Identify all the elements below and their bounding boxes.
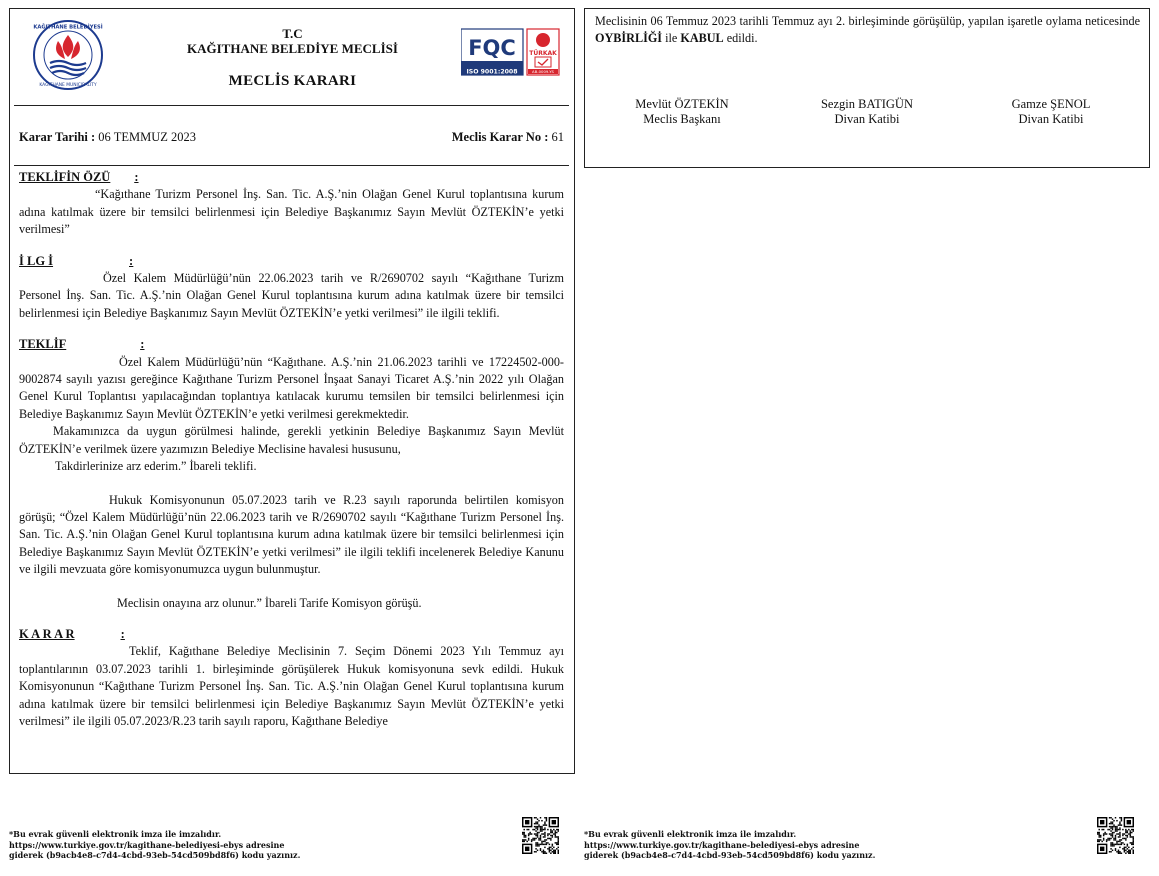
signatory-name: Gamze ŞENOL <box>1011 97 1091 111</box>
teklif-text-1: Özel Kalem Müdürlüğü’nün “Kağıthane. A.Ş.’nin 21.06.2023 tarihli ve 17224502-000-9002874 sayılı yazısı gereğince Kağıthane Turizm Personel İnşaat Sanayi Ticaret A.Ş.’nin 2022 yılı Olağan Genel Kurul Toplantısı yapılacağından toplantıya katılacak kurumu temsilen bir temsilci belirlenmesi için Belediye Başkanımız Sayın Mevlüt ÖZTEKİN’e yetki verilmesi gerekmektedir. <box>19 354 564 421</box>
footer-line-3: giderek (b9acb4e8-c7d4-4cbd-93eb-54cd509bd8f6) kodu yazınız. <box>9 850 301 860</box>
qr-code-right <box>1097 817 1134 854</box>
komisyon-text: Hukuk Komisyonunun 05.07.2023 tarih ve R.23 sayılı raporunda belirtilen komisyon görüşü; “Özel Kalem Müdürlüğü’nün 22.06.2023 tarih ve R/2690702 sayılı “Kağıthane Turizm Personel İnş. San. Tic. A.Ş.’nin Olağan Genel Kurul toplantısına kurum adına katılmak üzere bir temsilci belirlenmesi için Belediye Başkanımız Sayın Mevlüt ÖZTEKİN’e yetki verilmesi” ile ilgili teklifi incelenerek Belediye Kanunu ve ilgili mevzuata göre komisyonumuzca uygun bulunmuştur. <box>19 492 564 577</box>
header-divider <box>14 105 569 106</box>
karar-text: Teklif, Kağıthane Belediye Meclisinin 7. Seçim Dönemi 2023 Yılı Temmuz ayı toplantılarının 03.07.2023 tarihli 1. birleşiminde görüşülerek Hukuk komisyonuna sevk edildi. Hukuk Komisyonunun “Kağıthane Turizm Personel İnş. San. Tic. A.Ş.’nin Olağan Genel Kurul toplantısına kurum adına katılmak üzere bir temsilci belirlenmesi için Belediye Başkanımız Sayın Mevlüt ÖZTEKİN’e yetki verilmesi” ile ilgili 05.07.2023/R.23 tarih sayılı raporu, Kağıthane Belediye <box>19 644 564 728</box>
number-value: 61 <box>548 130 564 144</box>
document-header <box>10 9 573 105</box>
kagithane-municipality-logo <box>32 19 104 91</box>
ilgi-text: Özel Kalem Müdürlüğü’nün 22.06.2023 tarih ve R/2690702 sayılı “Kağıthane Turizm Personel İnş. San. Tic. A.Ş.’nin Olağan Genel Kurul toplantısına kurum adına katılmak üzere bir temsilci belirlenmesi için Belediye Başkanımız Sayın Mevlüt ÖZTEKİN’e yetki verilmesi” ile ilgili teklifi. <box>19 271 564 320</box>
result-unanimous: OYBİRLİĞİ <box>595 31 663 46</box>
teklif-label: TEKLİF <box>19 337 67 352</box>
karar-heading <box>19 626 564 643</box>
decision-result-text <box>595 13 1140 48</box>
title-tc: T.C <box>282 26 303 41</box>
result-text-end: edildi. <box>723 31 758 46</box>
result-text-mid: ile <box>662 31 681 46</box>
signature-block <box>971 97 1131 127</box>
result-accepted: KABUL <box>680 31 724 46</box>
signature-block <box>602 97 762 127</box>
logo-text-top: KAĞITHANE BELEDİYESİ <box>33 24 103 31</box>
ilgi-heading <box>19 253 564 270</box>
teklif-ozu-heading <box>19 169 564 186</box>
decision-date <box>19 130 196 145</box>
qr-code-left <box>522 817 559 854</box>
title-block <box>150 27 435 90</box>
meta-divider <box>14 165 569 166</box>
turkak-text: TÜRKAK <box>529 50 557 57</box>
number-label: Meclis Karar No : <box>451 130 549 144</box>
signatory-name: Mevlüt ÖZTEKİN <box>635 97 729 111</box>
signatory-title: Meclis Başkanı <box>643 112 721 126</box>
ilgi-colon: : <box>129 253 134 268</box>
karar-label: K A R A R <box>19 626 75 641</box>
teklif-heading <box>19 336 564 353</box>
teklif-ozu-label: TEKLİFİN ÖZÜ <box>19 170 111 184</box>
iso-cert-text: ISO 9001:2008 <box>466 68 518 76</box>
teklif-ozu-text: “Kağıthane Turizm Personel İnş. San. Tic. A.Ş.’nin Olağan Genel Kurul toplantısına kurum adına katılmak üzere bir temsilci belirlenmesi için Belediye Başkanımız Sayın Mevlüt ÖZTEKİN’e yetki verilmesi” <box>19 187 564 237</box>
document-type-title: MECLİS KARARI <box>228 73 357 89</box>
council-name: KAĞITHANE BELEDİYE MECLİSİ <box>187 41 398 56</box>
teklif-ozu-colon: : <box>134 170 139 184</box>
teklif-colon: : <box>140 337 145 352</box>
signatory-title: Divan Katibi <box>1018 112 1084 126</box>
teklif-text-2: Makamınızca da uygun görülmesi halinde, gerekli yetkinin Belediye Başkanımız Sayın Mevlüt ÖZTEKİN’e verilmek üzere yazımızın Belediye Meclisine havalesi hususunu, <box>19 424 564 456</box>
onay-text: Meclisin onayına arz olunur.” İbareli Tarife Komisyon görüşü. <box>117 595 422 610</box>
left-page <box>9 8 575 774</box>
result-text-start: Meclisinin 06 Temmuz 2023 tarihli Temmuz ayı 2. birleşiminde görüşülüp, yapılan işaretle oylama neticesinde <box>595 14 1140 28</box>
e-signature-note-right <box>584 829 914 861</box>
footer-line-1: *Bu evrak güvenli elektronik imza ile imzalıdır. <box>9 829 222 839</box>
footer-line-2[interactable]: https://www.turkiye.gov.tr/kagithane-belediyesi-ebys adresine <box>584 839 860 850</box>
decision-body <box>19 169 564 730</box>
decision-number <box>452 130 564 145</box>
footer-line-1: *Bu evrak güvenli elektronik imza ile imzalıdır. <box>584 829 797 839</box>
right-page <box>584 8 1150 168</box>
footer-line-3: giderek (b9acb4e8-c7d4-4cbd-93eb-54cd509bd8f6) kodu yazınız. <box>584 850 876 860</box>
teklif-text-3: Takdirlerinize arz ederim.” İbareli teklifi. <box>55 459 257 474</box>
turkak-code: AB-0009-YS <box>532 69 554 75</box>
signatory-title: Divan Katibi <box>834 112 900 126</box>
ilgi-label: İ LG İ <box>19 253 54 268</box>
karar-colon: : <box>120 626 125 641</box>
footer-line-2[interactable]: https://www.turkiye.gov.tr/kagithane-belediyesi-ebys adresine <box>9 839 285 850</box>
signature-block <box>787 97 947 127</box>
date-value: 06 TEMMUZ 2023 <box>95 130 196 144</box>
fqc-logo-text: FQC <box>468 36 516 60</box>
logo-text-bottom: KAĞITHANE MUNICIPALITY <box>39 83 97 88</box>
e-signature-note-left <box>9 829 339 861</box>
date-label: Karar Tarihi : <box>19 130 96 144</box>
certification-logos <box>461 27 561 79</box>
signatory-name: Sezgin BATIGÜN <box>820 97 913 111</box>
